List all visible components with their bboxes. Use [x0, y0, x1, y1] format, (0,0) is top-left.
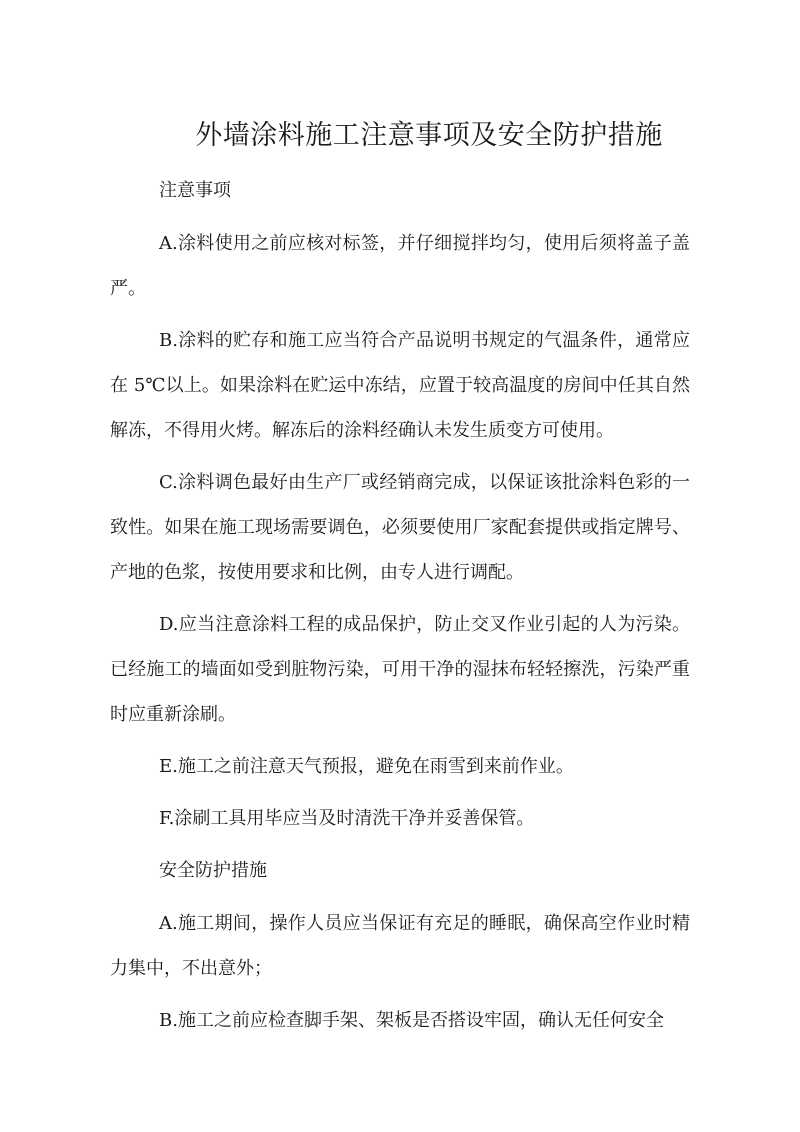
document-title: 外墙涂料施工注意事项及安全防护措施: [195, 120, 663, 152]
paragraph-precaution-c: C.涂料调色最好由生产厂或经销商完成，以保证该批涂料色彩的一致性。如果在施工现场需要调色，必须要使用厂家配套提供或指定牌号、产地的色浆，按使用要求和比例，由专人进行调配。: [110, 472, 690, 583]
paragraph-precaution-f: F.涂刷工具用毕应当及时清洗干净并妥善保管。: [159, 808, 535, 829]
paragraph-precaution-b: B.涂料的贮存和施工应当符合产品说明书规定的气温条件，通常应在 5℃以上。如果涂料在贮运中冻结，应置于较高温度的房间中任其自然解冻，不得用火烤。解冻后的涂料经确认未发生质变方可使用。: [110, 330, 690, 441]
section-heading-safety: 安全防护措施: [159, 860, 267, 881]
section-heading-precautions: 注意事项: [159, 180, 231, 201]
paragraph-precaution-e: E.施工之前注意天气预报，避免在雨雪到来前作业。: [159, 756, 574, 777]
paragraph-precaution-d: D.应当注意涂料工程的成品保护，防止交叉作业引起的人为污染。已经施工的墙面如受到脏物污染，可用干净的湿抹布轻轻擦洗，污染严重时应重新涂刷。: [110, 614, 690, 725]
document-body: [110, 168, 690, 1050]
paragraph-safety-a: A.施工期间，操作人员应当保证有充足的睡眠，确保高空作业时精力集中，不出意外；: [110, 913, 690, 979]
paragraph-precaution-a: A.涂料使用之前应核对标签，并仔细搅拌均匀，使用后须将盖子盖严。: [110, 233, 690, 299]
paragraph-safety-b: B.施工之前应检查脚手架、架板是否搭设牢固，确认无任何安全: [159, 1010, 664, 1031]
